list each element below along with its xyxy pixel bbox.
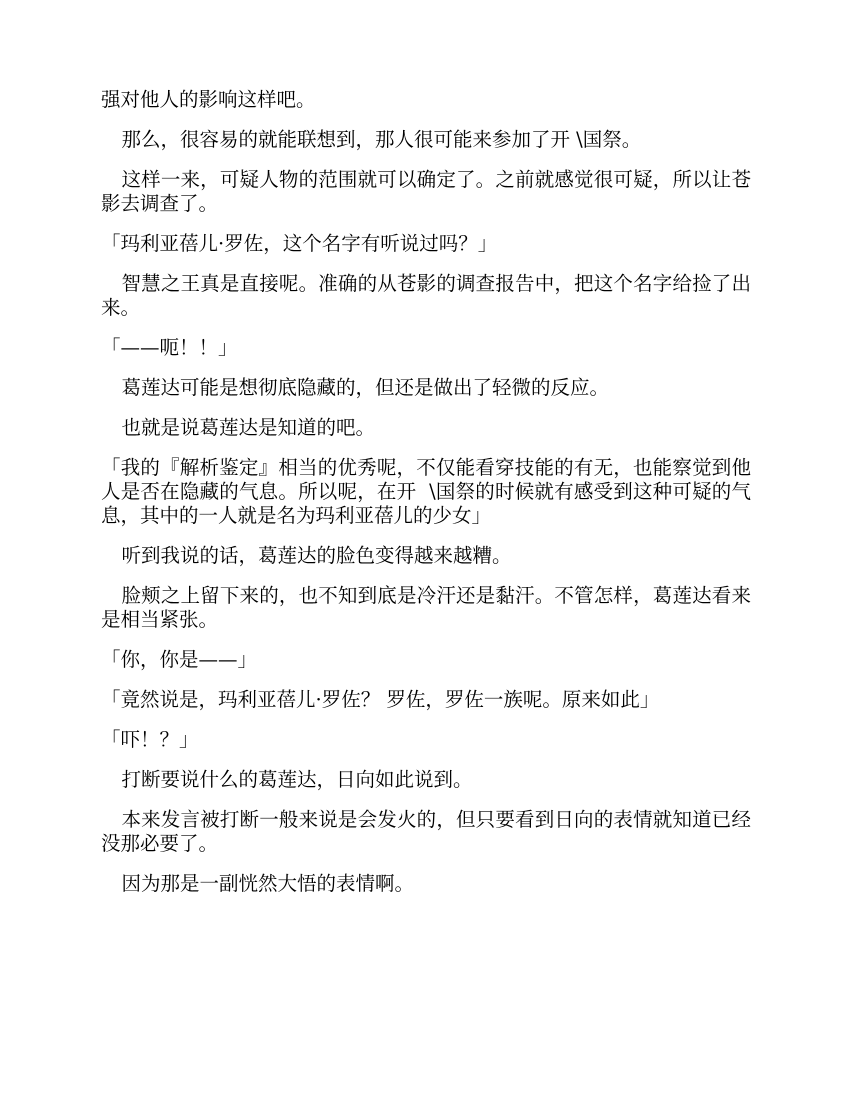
dialogue-line: 「——呃！！」 — [101, 336, 238, 359]
paragraph: 打断要说什么的葛莲达，日向如此说到。 — [121, 768, 473, 791]
paragraph: 那么，很容易的就能联想到，那人很可能来参加了开 \国祭。 — [121, 128, 642, 151]
paragraph: 听到我说的话，葛莲达的脸色变得越来越糟。 — [121, 544, 512, 567]
dialogue-line: 「玛利亚蓓儿·罗佐，这个名字有听说过吗？」 — [101, 232, 498, 255]
paragraph: 因为那是一副恍然大悟的表情啊。 — [121, 872, 414, 895]
dialogue-line: 「你，你是——」 — [101, 648, 258, 671]
paragraph: 葛莲达可能是想彻底隐藏的，但还是做出了轻微的反应。 — [121, 376, 609, 399]
paragraph: 强对他人的影响这样吧。 — [101, 88, 316, 111]
dialogue-line: 「我的『解析鉴定』相当的优秀呢，不仅能看穿技能的有无，也能察觉到他人是否在隐藏的气息。所以呢，在开 \国祭的时候就有感受到这种可疑的气息，其中的一人就是名为玛利亚蓓儿的少女」 — [101, 456, 751, 527]
paragraph: 脸颊之上留下来的，也不知到底是冷汗还是黏汗。不管怎样，葛莲达看来是相当紧张。 — [101, 584, 751, 631]
dialogue-line: 「吓！？」 — [101, 728, 199, 751]
paragraph: 智慧之王真是直接呢。准确的从苍影的调查报告中，把这个名字给捡了出来。 — [101, 272, 751, 319]
paragraph: 这样一来，可疑人物的范围就可以确定了。之前就感觉很可疑，所以让苍影去调查了。 — [101, 168, 751, 215]
document-page — [101, 88, 751, 912]
paragraph: 也就是说葛莲达是知道的吧。 — [121, 416, 375, 439]
dialogue-line: 「竟然说是，玛利亚蓓儿·罗佐？ 罗佐，罗佐一族呢。原来如此」 — [101, 688, 660, 711]
paragraph: 本来发言被打断一般来说是会发火的，但只要看到日向的表情就知道已经没那必要了。 — [101, 808, 751, 855]
